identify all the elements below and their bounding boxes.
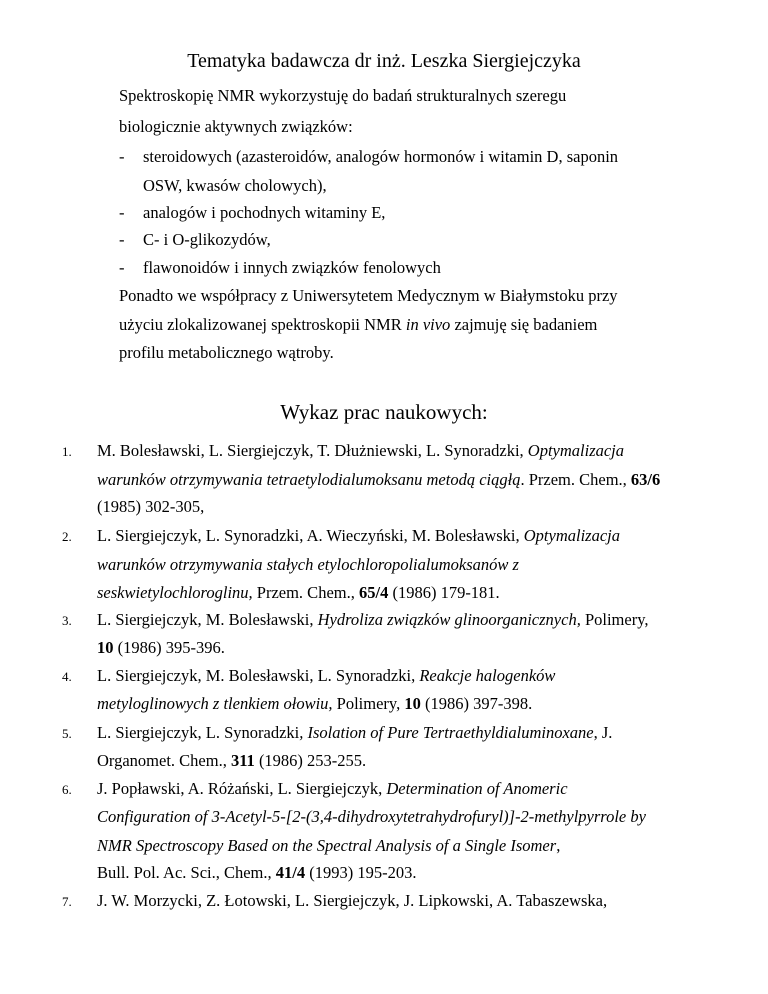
ref-title: metyloglinowych z tlenkiem ołowiu, xyxy=(97,694,333,713)
ref-volume: 41/4 xyxy=(275,863,306,882)
outro-text: użyciu zlokalizowanej spektroskopii NMR xyxy=(119,315,406,334)
bullet-1-line-2: OSW, kwasów cholowych), xyxy=(143,176,327,195)
ref-title: , Isolation of Pure Tertraethyldialuminoxane xyxy=(299,723,594,742)
ref-text: Polimery, xyxy=(332,694,405,713)
publications-heading: Wykaz prac naukowych: xyxy=(280,400,488,424)
bullet-2-line-1: analogów i pochodnych witaminy E, xyxy=(143,203,386,222)
ref-number: 3. xyxy=(62,613,72,628)
ref-text: . Przem. Chem., xyxy=(520,470,631,489)
ref-4-line-1 xyxy=(97,666,555,686)
outro-text: zajmuję się badaniem xyxy=(450,315,598,334)
ref-text: L. Siergiejczyk, L. Synoradzki, A. Wieczyński, M. Bolesławski, xyxy=(97,526,524,545)
ref-text: Organomet. Chem., xyxy=(97,751,231,770)
ref-title: Determination of Anomeric xyxy=(386,779,568,798)
ref-text: Przem. Chem., xyxy=(252,583,359,602)
ref-volume: 63/6 xyxy=(630,470,661,489)
ref-5-line-2 xyxy=(97,751,366,771)
ref-text: L. Siergiejczyk, L. Synoradzki xyxy=(97,723,300,742)
ref-title: seskwietylochloroglinu, xyxy=(97,583,253,602)
ref-title: Configuration of 3-Acetyl-5-[2-(3,4-dihydroxytetrahydrofuryl)]-2-methylpyrrole by xyxy=(97,807,646,826)
ref-1-line-1 xyxy=(97,441,624,461)
bullet-dash: - xyxy=(119,258,125,277)
ref-6-line-4 xyxy=(97,863,416,883)
ref-text: Polimery, xyxy=(580,610,649,629)
outro-line-3: profilu metabolicznego wątroby. xyxy=(119,343,334,362)
ref-6-line-2 xyxy=(97,807,646,827)
ref-text: Bull. Pol. Ac. Sci., Chem., xyxy=(97,863,276,882)
intro-line-2: biologicznie aktywnych związków: xyxy=(119,117,353,136)
ref-volume: 65/4 xyxy=(358,583,389,602)
ref-title: Optymalizacja xyxy=(527,441,625,460)
bullet-4-line-1: flawonoidów i innych związków fenolowych xyxy=(143,258,441,277)
ref-text: (1986) 253-255. xyxy=(254,751,367,770)
outro-line-1: Ponadto we współpracy z Uniwersytetem Medycznym w Białymstoku przy xyxy=(119,286,618,305)
ref-7-line-1: J. W. Morzycki, Z. Łotowski, L. Siergiejczyk, J. Lipkowski, A. Tabaszewska, xyxy=(97,891,608,910)
ref-text: , J. xyxy=(593,723,613,742)
bullet-dash: - xyxy=(119,230,125,249)
ref-title: Optymalizacja xyxy=(523,526,620,545)
ref-number: 1. xyxy=(62,444,72,459)
ref-title: Reakcje halogenków xyxy=(419,666,556,685)
ref-6-line-3 xyxy=(97,836,560,856)
intro-line-1: Spektroskopię NMR wykorzystuję do badań strukturalnych szeregu xyxy=(119,86,567,105)
ref-volume: 311 xyxy=(230,751,255,770)
ref-text: (1986) 395-396. xyxy=(113,638,225,657)
ref-number: 4. xyxy=(62,669,72,684)
bullet-dash: - xyxy=(119,147,125,166)
ref-number: 5. xyxy=(62,726,72,741)
outro-italic: in vivo xyxy=(405,315,451,334)
bullet-dash: - xyxy=(119,203,125,222)
ref-volume: 10 xyxy=(404,694,421,713)
ref-title: warunków otrzymywania tetraetylodialumoksanu metodą ciągłą xyxy=(97,470,521,489)
ref-3-line-1 xyxy=(97,610,649,630)
ref-text: L. Siergiejczyk, M. Bolesławski, L. Synoradzki, xyxy=(97,666,420,685)
ref-text: (1986) 179-181. xyxy=(388,583,500,602)
ref-title: Hydroliza związków glinoorganicznych, xyxy=(317,610,581,629)
ref-number: 6. xyxy=(62,782,72,797)
ref-3-line-2 xyxy=(97,638,225,658)
ref-number: 2. xyxy=(62,529,72,544)
ref-2-line-1 xyxy=(97,526,620,546)
ref-text: J. Popławski, A. Różański, L. Siergiejczyk, xyxy=(97,779,387,798)
ref-title: warunków otrzymywania stałych etylochloropolialumoksanów z xyxy=(97,555,519,574)
bullet-1-line-1: steroidowych (azasteroidów, analogów hormonów i witamin D, saponin xyxy=(143,147,619,166)
ref-2-line-2 xyxy=(97,555,519,575)
ref-text: (1993) 195-203. xyxy=(305,863,417,882)
page-title: Tematyka badawcza dr inż. Leszka Siergiejczyka xyxy=(187,50,581,72)
ref-1-line-2 xyxy=(97,470,660,490)
ref-volume: 10 xyxy=(97,638,114,657)
ref-4-line-2 xyxy=(97,694,532,714)
ref-title: NMR Spectroscopy Based on the Spectral Analysis of a Single Isomer xyxy=(97,836,557,855)
ref-text: L. Siergiejczyk, M. Bolesławski, xyxy=(97,610,318,629)
bullet-3-line-1: C- i O-glikozydów, xyxy=(143,230,271,249)
ref-text: , xyxy=(556,836,561,855)
ref-6-line-1 xyxy=(97,779,568,799)
ref-text: (1986) 397-398. xyxy=(420,694,533,713)
outro-line-2 xyxy=(119,315,597,335)
ref-5-line-1 xyxy=(97,723,612,743)
ref-1-line-3: (1985) 302-305, xyxy=(97,497,205,516)
ref-text: M. Bolesławski, L. Siergiejczyk, T. Dłużniewski, L. Synoradzki, xyxy=(97,441,528,460)
ref-2-line-3 xyxy=(97,583,500,603)
ref-number: 7. xyxy=(62,894,72,909)
